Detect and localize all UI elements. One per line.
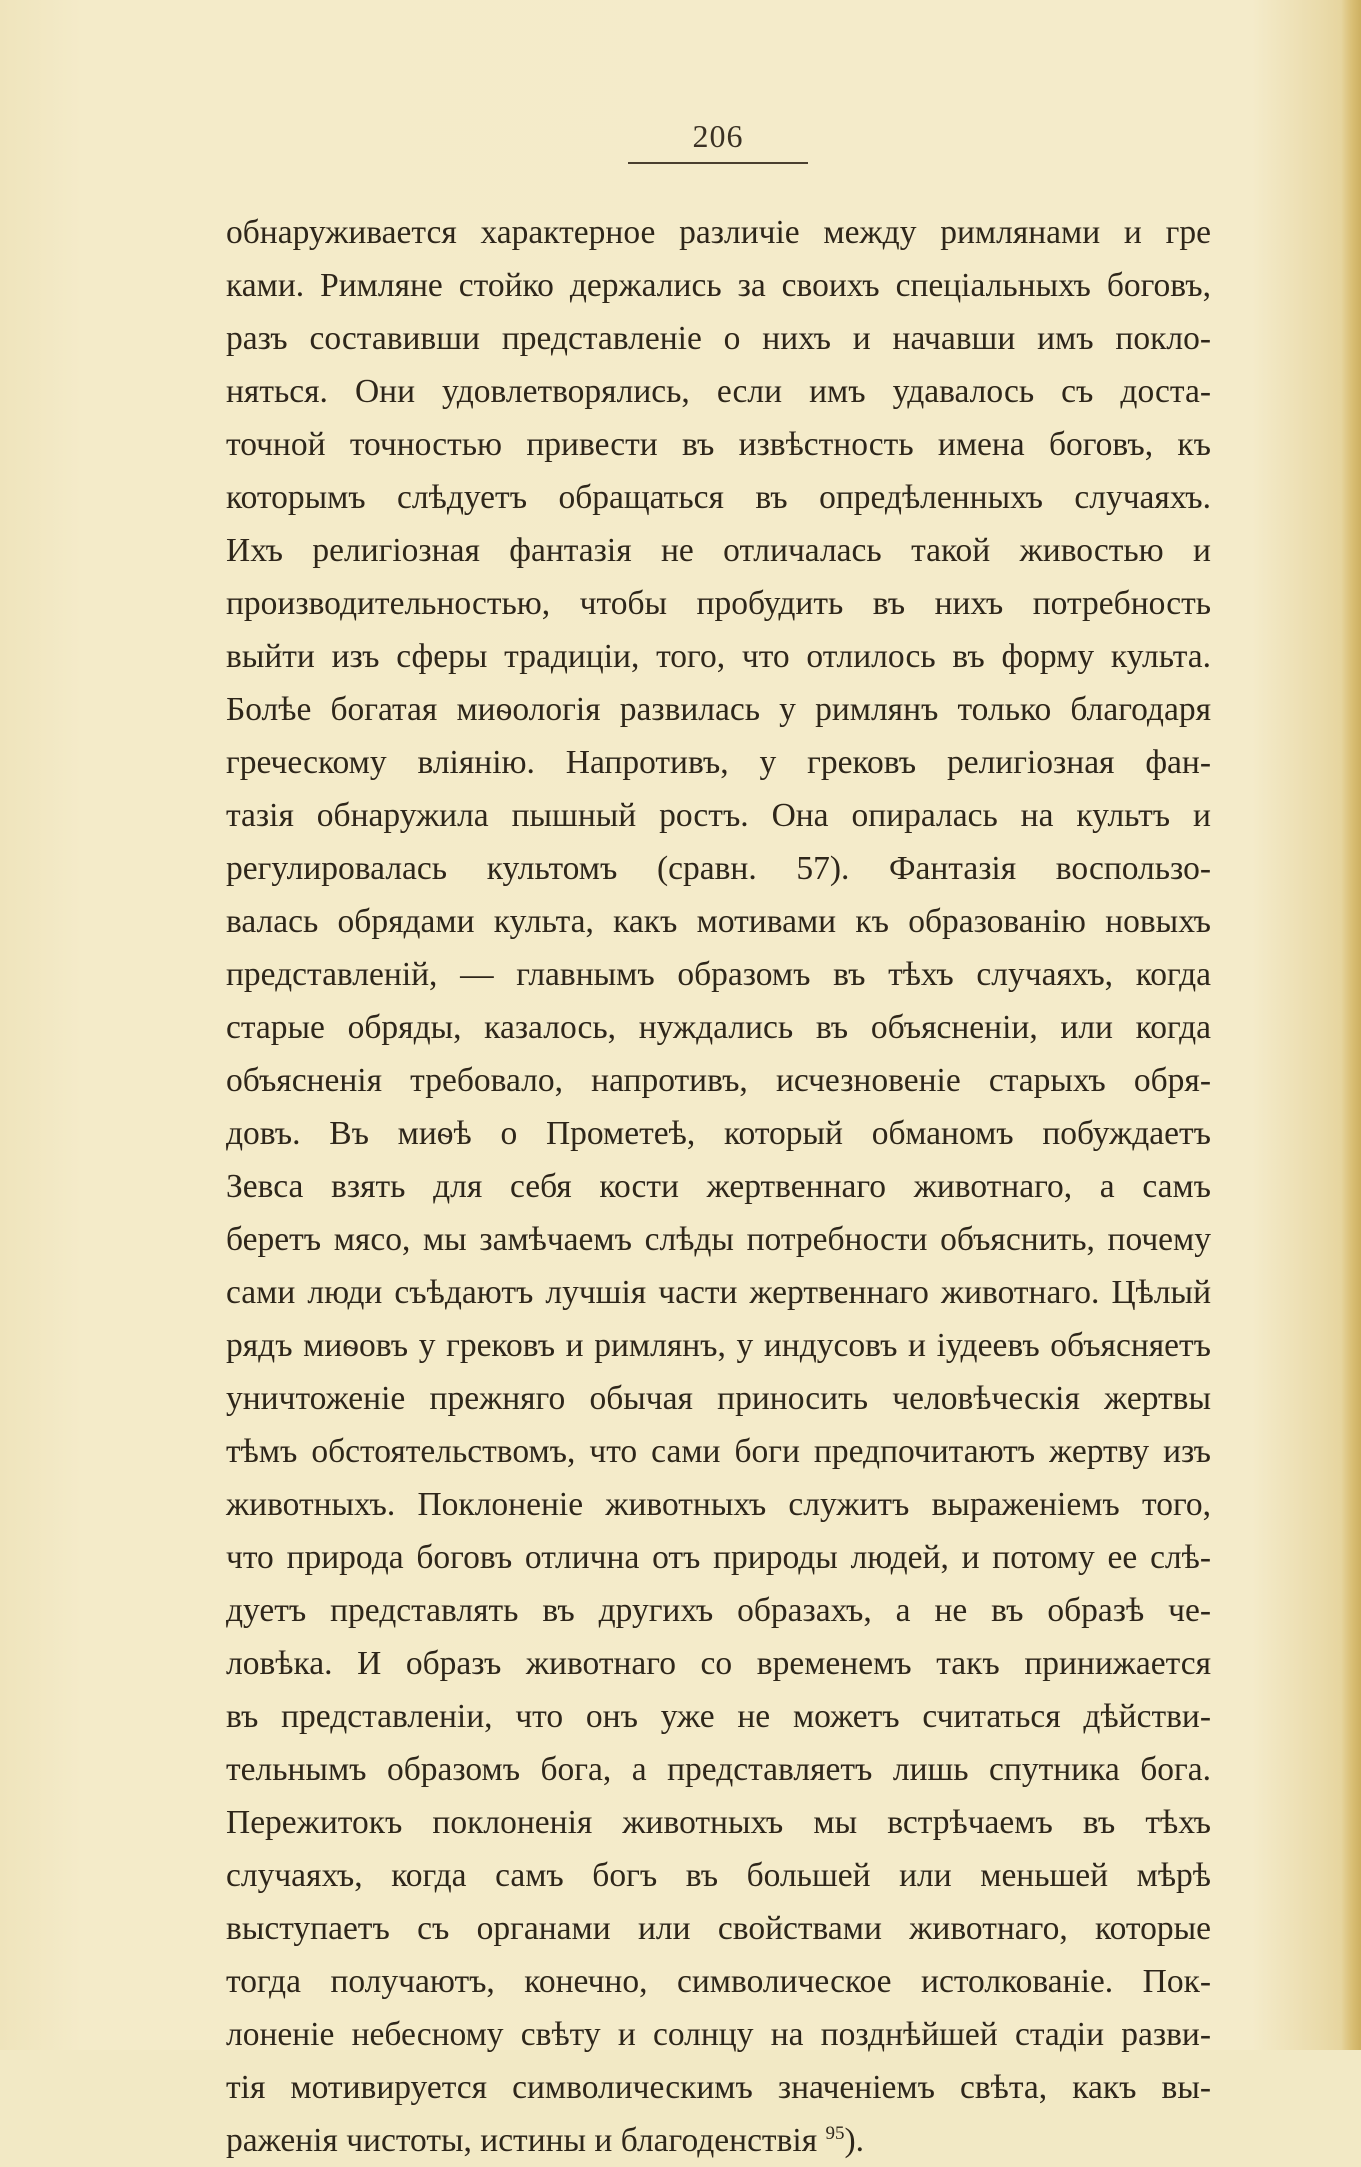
text-line: валась обрядами культа, какъ мотивами къ образованію новыхъ: [226, 903, 1211, 940]
text-line: тія мотивируется символическимъ значеніемъ свѣта, какъ вы-: [226, 2069, 1211, 2106]
text-line: уничтоженіе прежняго обычая приносить человѣческія жертвы: [226, 1380, 1211, 1417]
page-edge-shadow: [1341, 0, 1361, 2050]
text-line: въ представленіи, что онъ уже не можетъ считаться дѣйстви-: [226, 1698, 1211, 1735]
text-line: дуетъ представлять въ другихъ образахъ, а не въ образѣ че-: [226, 1592, 1211, 1629]
text-line: которымъ слѣдуетъ обращаться въ опредѣленныхъ случаяхъ.: [226, 479, 1211, 516]
text-line: выйти изъ сферы традиціи, того, что отлилось въ форму культа.: [226, 638, 1211, 675]
text-line: разъ составивши представленіе о нихъ и начавши имъ покло-: [226, 320, 1211, 357]
text-line: ловѣка. И образъ животнаго со временемъ такъ принижается: [226, 1645, 1211, 1682]
text-line: сами люди съѣдаютъ лучшія части жертвеннаго животнаго. Цѣлый: [226, 1274, 1211, 1311]
text-line: лоненіе небесному свѣту и солнцу на позднѣйшей стадіи разви-: [226, 2016, 1211, 2053]
text-line: точной точностью привести въ извѣстность имена боговъ, къ: [226, 426, 1211, 463]
text-line: животныхъ. Поклоненіе животныхъ служитъ выраженіемъ того,: [226, 1486, 1211, 1523]
text-line: раженія чистоты, истины и благоденствія: [226, 2122, 818, 2159]
text-line: рядъ миѳовъ у грековъ и римлянъ, у индусовъ и іудеевъ объясняетъ: [226, 1327, 1211, 1364]
text-line: случаяхъ, когда самъ богъ въ большей или меньшей мѣрѣ: [226, 1857, 1211, 1894]
text-line: представленій, — главнымъ образомъ въ тѣхъ случаяхъ, когда: [226, 956, 1211, 993]
text-line-final: [226, 2114, 1211, 2167]
text-line: няться. Они удовлетворялись, если имъ удавалось съ доста-: [226, 373, 1211, 410]
text-line: Зевса взять для себя кости жертвеннаго животнаго, а самъ: [226, 1168, 1211, 1205]
text-line: ками. Римляне стойко держались за своихъ спеціальныхъ боговъ,: [226, 267, 1211, 304]
text-line: Пережитокъ поклоненія животныхъ мы встрѣчаемъ въ тѣхъ: [226, 1804, 1211, 1841]
text-line: Ихъ религіозная фантазія не отличалась такой живостью и: [226, 532, 1211, 569]
text-line: греческому вліянію. Напротивъ, у грековъ религіозная фан-: [226, 744, 1211, 781]
text-line: регулировалась культомъ (сравн. 57). Фантазія воспользо-: [226, 850, 1211, 887]
text-line: выступаетъ съ органами или свойствами животнаго, которые: [226, 1910, 1211, 1947]
text-line: обнаруживается характерное различіе между римлянами и гре: [226, 214, 1211, 251]
text-line: беретъ мясо, мы замѣчаемъ слѣды потребности объяснить, почему: [226, 1221, 1211, 1258]
text-line: объясненія требовало, напротивъ, исчезновеніе старыхъ обря-: [226, 1062, 1211, 1099]
page-number: 206: [692, 118, 744, 154]
body-text: [226, 206, 1211, 2167]
text-line: Болѣе богатая миѳологія развилась у римлянъ только благодаря: [226, 691, 1211, 728]
text-line: старые обряды, казалось, нуждались въ объясненіи, или когда: [226, 1009, 1211, 1046]
closing-punctuation: ).: [844, 2122, 865, 2159]
page-number-rule: [628, 162, 808, 164]
text-line: тазія обнаружила пышный ростъ. Она опиралась на культъ и: [226, 797, 1211, 834]
text-line: что природа боговъ отлична отъ природы людей, и потому ее слѣ-: [226, 1539, 1211, 1576]
text-line: тѣмъ обстоятельствомъ, что сами боги предпочитаютъ жертву изъ: [226, 1433, 1211, 1470]
text-line: тогда получаютъ, конечно, символическое истолкованіе. Пок-: [226, 1963, 1211, 2000]
text-line: тельнымъ образомъ бога, а представляетъ лишь спутника бога.: [226, 1751, 1211, 1788]
footnote-marker: 95: [825, 2122, 845, 2144]
text-line: производительностью, чтобы пробудить въ нихъ потребность: [226, 585, 1211, 622]
text-line: довъ. Въ миѳѣ о Прометеѣ, который обманомъ побуждаетъ: [226, 1115, 1211, 1152]
